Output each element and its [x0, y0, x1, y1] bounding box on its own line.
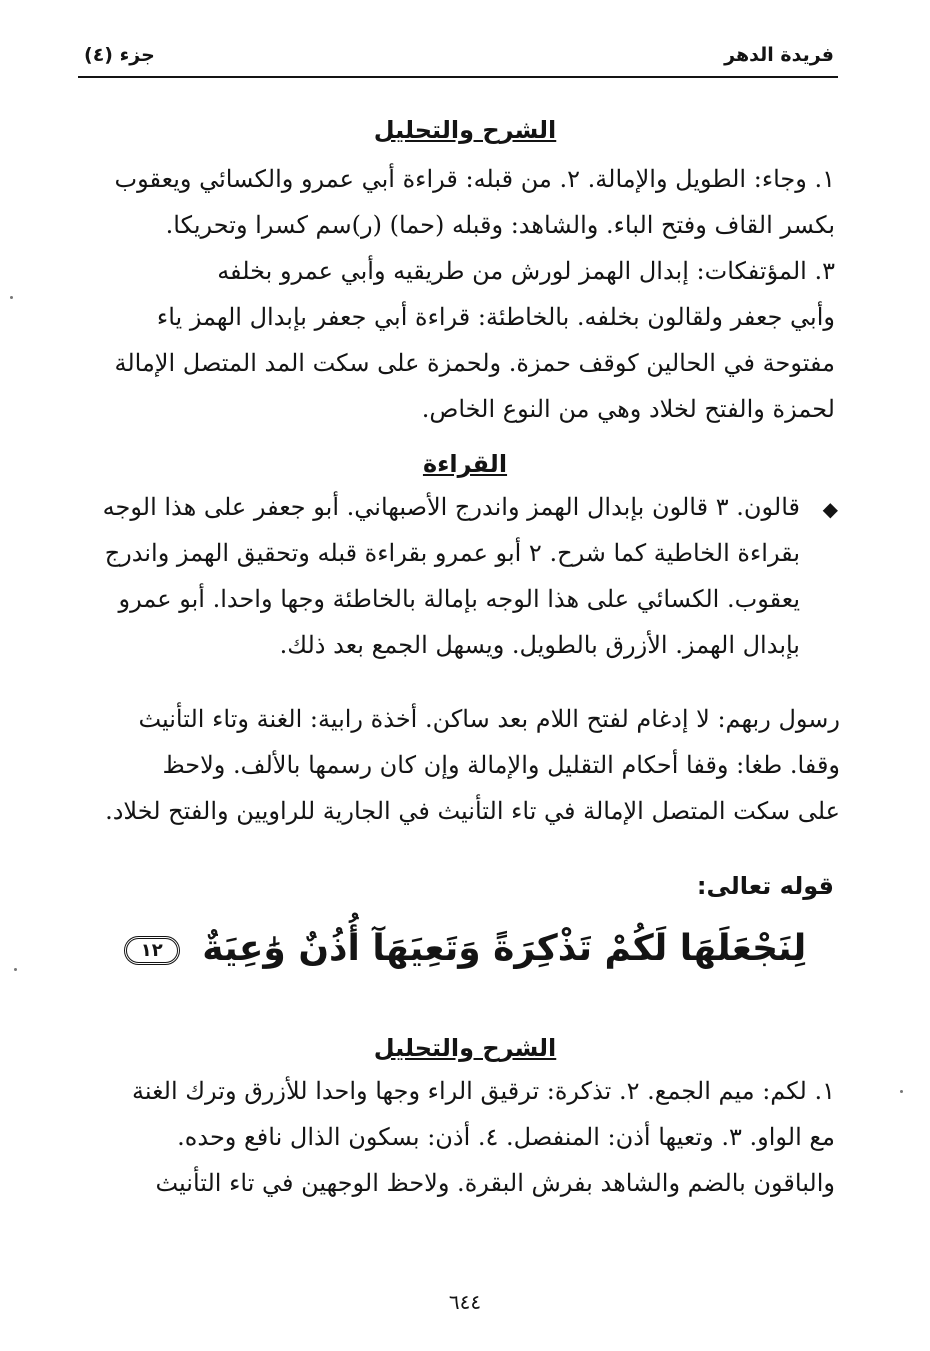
qiraah-paragraph — [80, 484, 800, 668]
page-number: ٦٤٤ — [448, 1290, 482, 1314]
qiraah-title: القراءة — [422, 450, 508, 478]
section1-line: بكسر القاف وفتح الباء. والشاهد: وقبله (حما) (ر)سم كسرا وتحريكا. — [165, 211, 835, 239]
diamond-bullet-icon: ◆ — [822, 497, 838, 521]
header-rule — [78, 76, 838, 78]
section1-line: لحمزة والفتح لخلاد وهي من النوع الخاص. — [421, 395, 835, 423]
section2-line: والباقون بالضم والشاهد بفرش البقرة. ولاحظ الوجهين في تاء التأنيث — [155, 1169, 835, 1197]
qiraah-line: بإبدال الهمز. الأزرق بالطويل. ويسهل الجمع بعد ذلك. — [279, 631, 800, 659]
rasul-paragraph — [80, 696, 840, 834]
section1-line: وأبي جعفر ولقالون بخلفه. بالخاطئة: قراءة أبي جعفر بإبدال الهمز ياء — [156, 303, 835, 331]
section1-line: ٣. المؤتفكات: إبدال الهمز لورش من طريقيه وأبي عمرو بخلفه — [217, 257, 835, 285]
section1-line: مفتوحة في الحالين كوقف حمزة. ولحمزة على سكت المد المتصل الإمالة — [114, 349, 835, 377]
scan-speck — [10, 296, 13, 299]
section1-line: ١. وجاء: الطويل والإمالة. ٢. من قبله: قراءة أبي عمرو والكسائي ويعقوب — [114, 165, 835, 193]
qiraah-line: قالون. ٣ قالون بإبدال الهمز واندرج الأصبهاني. أبو جعفر على هذا الوجه — [102, 493, 800, 521]
rasul-line: رسول ربهم: لا إدغام لفتح اللام بعد ساكن. أخذة رابية: الغنة وتاء التأنيث — [138, 705, 840, 733]
section2-title: الشرح والتحليل — [373, 1034, 557, 1062]
scan-speck — [900, 1090, 903, 1093]
section1-title: الشرح والتحليل — [373, 116, 557, 144]
verse-text: لِنَجْعَلَهَا لَكُمْ تَذْكِرَةً وَتَعِيَهَآ أُذُنٌ وَٰعِيَةٌ — [202, 928, 807, 969]
section1-paragraph — [80, 156, 835, 432]
header-part: جزء (٤) — [84, 44, 155, 66]
scan-speck — [14, 968, 17, 971]
section2-paragraph — [80, 1068, 835, 1206]
quran-verse — [0, 928, 930, 969]
section2-line: ١. لكم: ميم الجمع. ٢. تذكرة: ترقيق الراء وجها واحدا للأزرق وترك الغنة — [131, 1077, 835, 1105]
qiraah-line: يعقوب. الكسائي على هذا الوجه بإمالة بالخاطئة وجها واحدا. أبو عمرو — [118, 585, 800, 613]
qiraah-line: بقراءة الخاطية كما شرح. ٢ أبو عمرو بقراءة قبله وتحقيق الهمز واندرج — [104, 539, 800, 567]
ayah-number-marker: ١٢ — [124, 936, 180, 965]
rasul-line: على سكت المتصل الإمالة في تاء التأنيث في الجارية للراويين والفتح لخلاد. — [105, 797, 840, 825]
rasul-line: وقفا. طغا: وقفا أحكام التقليل والإمالة وإن كان رسمها بالألف. ولاحظ — [162, 751, 840, 779]
section2-line: مع الواو. ٣. وتعيها أذن: المنفصل. ٤. أذن: بسكون الذال نافع وحده. — [177, 1123, 835, 1151]
verse-intro-label: قوله تعالى: — [696, 872, 834, 900]
header-book-title: فريدة الدهر — [724, 44, 834, 66]
